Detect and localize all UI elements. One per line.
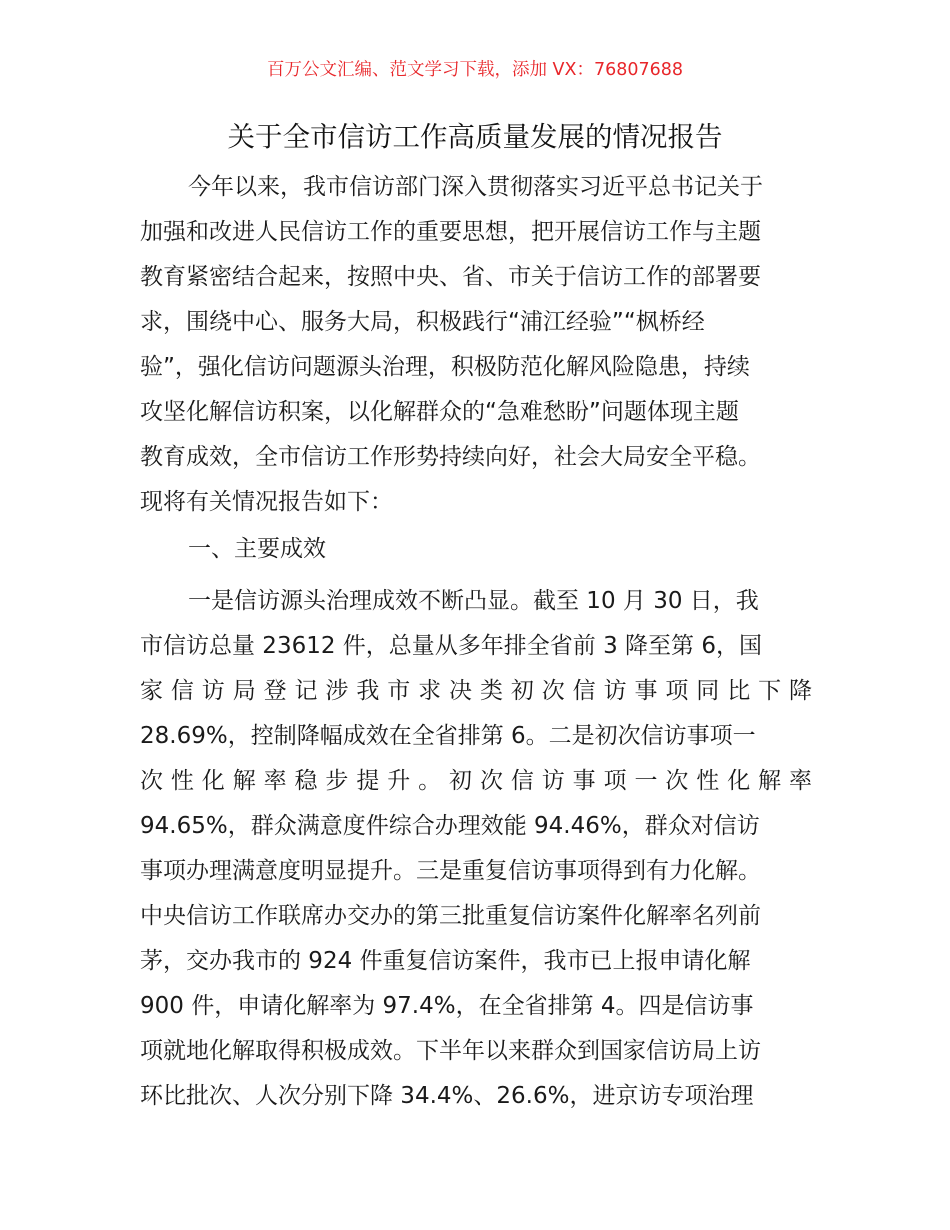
intro-line: 攻坚化解信访积案，以化解群众的“急难愁盼”问题体现主题 (140, 399, 739, 425)
body-line: 94.65%，群众满意度件综合办理效能 94.46%，群众对信访 (140, 813, 760, 839)
body-line: 28.69%，控制降幅成效在全省排第 6。二是初次信访事项一 (140, 723, 756, 749)
body-line: 家信访局登记涉我市求决类初次信访事项同比下降 (140, 678, 812, 704)
body-line: 环比批次、人次分别下降 34.4%、26.6%，进京访专项治理 (140, 1083, 754, 1109)
intro-line: 加强和改进人民信访工作的重要思想，把开展信访工作与主题 (140, 219, 761, 245)
intro-line: 验”，强化信访问题源头治理，积极防范化解风险隐患，持续 (140, 354, 750, 380)
intro-line: 教育紧密结合起来，按照中央、省、市关于信访工作的部署要 (140, 264, 761, 290)
body-line: 市信访总量 23612 件，总量从多年排全省前 3 降至第 6，国 (140, 633, 762, 659)
intro-line: 今年以来，我市信访部门深入贯彻落实习近平总书记关于 (188, 174, 763, 200)
intro-line: 教育成效，全市信访工作形势持续向好，社会大局安全平稳。 (140, 444, 761, 470)
body-line: 项就地化解取得积极成效。下半年以来群众到国家信访局上访 (140, 1038, 761, 1064)
body-line: 900 件，申请化解率为 97.4%，在全省排第 4。四是信访事 (140, 993, 754, 1019)
body-line: 一是信访源头治理成效不断凸显。截至 10 月 30 日，我 (188, 588, 759, 614)
body-line: 中央信访工作联席办交办的第三批重复信访案件化解率名列前 (140, 903, 761, 929)
intro-line: 求，围绕中心、服务大局，积极践行“浦江经验”“枫桥经 (140, 309, 705, 335)
body-line: 茅，交办我市的 924 件重复信访案件，我市已上报申请化解 (140, 948, 751, 974)
watermark-header: 百万公文汇编、范文学习下载，添加 VX：76807688 (266, 60, 684, 80)
body-line: 事项办理满意度明显提升。三是重复信访事项得到有力化解。 (140, 858, 761, 884)
section-heading: 一、主要成效 (188, 536, 326, 562)
document-title: 关于全市信访工作高质量发展的情况报告 (227, 121, 723, 153)
intro-line: 现将有关情况报告如下： (140, 489, 393, 515)
body-line: 次性化解率稳步提升。初次信访事项一次性化解率 (140, 768, 812, 794)
